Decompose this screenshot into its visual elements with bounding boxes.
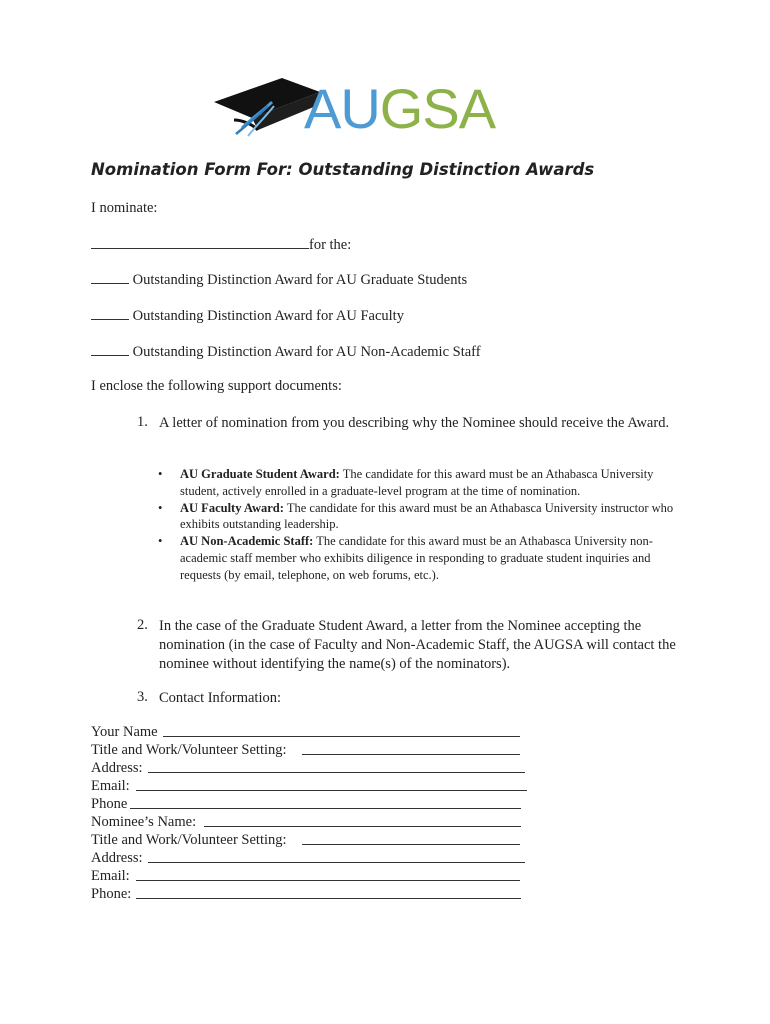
item-text: Contact Information: [159,690,282,706]
contact-row-nominee-title [91,831,287,849]
award-option-label: Outstanding Distinction Award for AU Non-Academic Staff [132,344,481,360]
nominee-line [91,236,351,254]
your-title-field[interactable] [302,754,520,755]
item-text: A letter of nomination from you describing why the Nominee should receive the Award. [159,415,670,431]
award-checkbox-blank[interactable] [91,307,129,320]
field-label: Nominee’s Name: [91,814,197,830]
award-option-label: Outstanding Distinction Award for AU Faculty [132,308,404,324]
logo-gsa: GSA [379,77,496,140]
award-option-faculty [91,307,404,325]
list-item [158,466,688,500]
contact-information [91,723,287,903]
nominee-address-field[interactable] [148,862,525,863]
nominate-label: I nominate: [91,200,158,216]
nominee-phone-field[interactable] [136,898,521,899]
list-item [158,500,688,534]
logo-wordmark [304,78,495,140]
nominee-email-field[interactable] [136,880,520,881]
bullet-icon: • [158,467,163,481]
bullet-icon: • [158,534,163,549]
your-email-field[interactable] [136,790,527,791]
contact-row-title [91,741,287,759]
field-label: Phone [91,796,128,812]
field-label: Title and Work/Volunteer Setting: [91,832,287,848]
contact-row-nominee-email [91,867,287,885]
list-item [158,533,688,583]
bullet-text: The candidate for this award must be an Athabasca University instructor who exhibits outstanding leadership. [180,500,674,532]
award-option-graduate [91,271,467,289]
award-criteria-list [158,466,688,584]
form-title: Nomination Form For: Outstanding Distinction Awards [91,160,595,179]
award-option-label: Outstanding Distinction Award for AU Graduate Students [132,272,468,288]
contact-row-phone [91,795,287,813]
field-label: Email: [91,868,130,884]
contact-row-nominee-phone [91,885,287,903]
item-number: 3. [137,689,148,705]
field-label: Email: [91,778,130,794]
nominee-name-blank[interactable] [91,236,309,249]
logo-au: AU [304,77,380,140]
item-text: In the case of the Graduate Student Award, a letter from the Nominee accepting the nomination (in the case of Faculty and Non-Academic Staff, the AUGSA will contact the nominee without identifying the name(s) of the nominators). [159,618,676,672]
bullet-icon: • [158,500,163,515]
your-phone-field[interactable] [130,808,521,809]
contact-row-your-name [91,723,287,741]
augsa-logo [212,72,562,144]
bullet-text: The candidate for this award must be an Athabasca University student, actively enrolled in a graduate-level program at the time of nomination. [180,467,654,498]
nominee-title-field[interactable] [302,844,520,845]
field-label: Your Name [91,724,158,740]
award-checkbox-blank[interactable] [91,343,129,356]
your-name-field[interactable] [163,736,520,737]
bullet-bold: AU Faculty Award: [180,500,284,515]
your-address-field[interactable] [148,772,525,773]
contact-row-nominee-address [91,849,287,867]
award-option-staff [91,343,481,361]
contact-row-email [91,777,287,795]
for-the-label: for the: [309,237,352,253]
nominee-name-field[interactable] [204,826,521,827]
field-label: Phone: [91,886,132,902]
enclose-label: I enclose the following support documents: [91,378,342,394]
field-label: Title and Work/Volunteer Setting: [91,742,287,758]
award-checkbox-blank[interactable] [91,271,129,284]
item-number: 2. [137,617,148,633]
field-label: Address: [91,760,143,776]
contact-row-address [91,759,287,777]
bullet-bold: AU Non-Academic Staff: [180,534,314,549]
item-number: 1. [137,414,148,430]
field-label: Address: [91,850,143,866]
bullet-text: The candidate for this award must be an Athabasca University non-academic staff member who exhibits diligence in responding to graduate student inquiries and requests (by email, telephone, on web forums, etc.). [180,534,653,582]
bullet-bold: AU Graduate Student Award: [180,467,340,481]
contact-row-nominee-name [91,813,287,831]
